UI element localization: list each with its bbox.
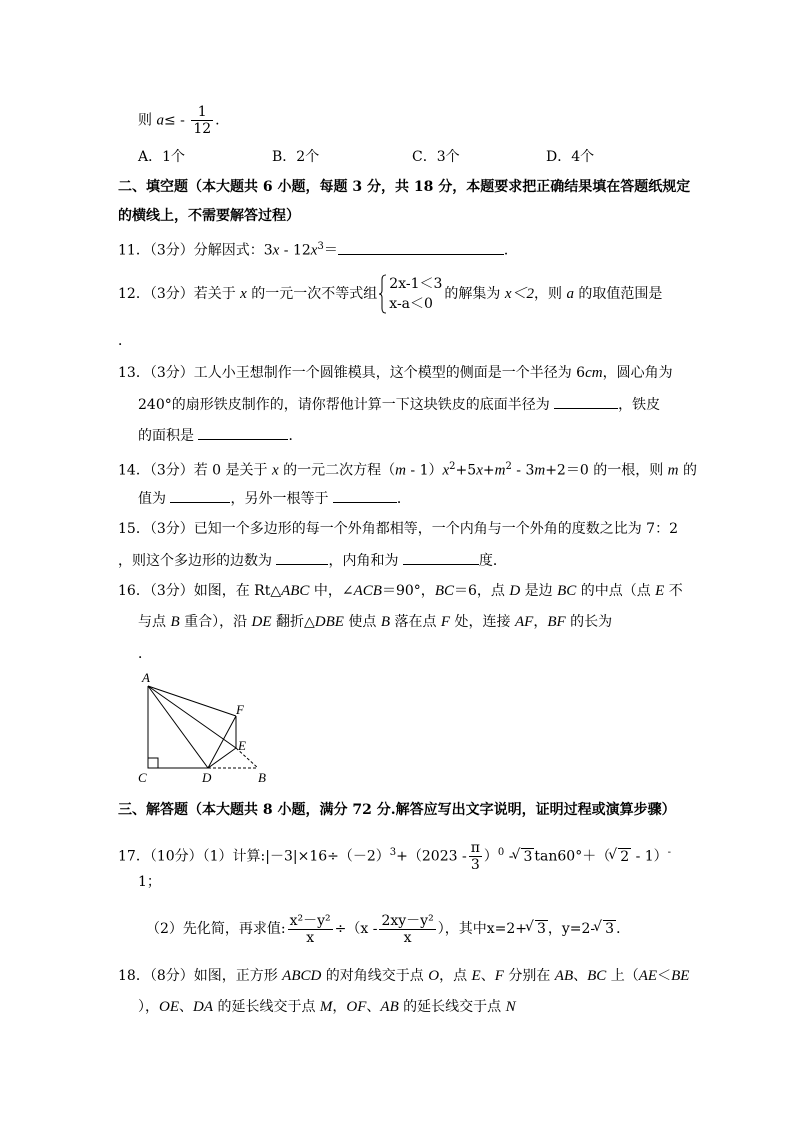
question-18-line1: 18．（8分）如图，正方形 ABCD 的对角线交于点 O，点 E、F 分别在 AB、BC 上（AE＜BE xyxy=(118,968,690,984)
question-17-line2: 1； xyxy=(138,874,161,890)
label-b: B xyxy=(258,770,266,785)
section2-title-cont: 的横线上，不需要解答过程） xyxy=(118,208,300,224)
question-12-end: ． xyxy=(118,333,132,349)
sqrt: √ 3 xyxy=(535,920,548,937)
label-c: C xyxy=(138,770,147,785)
fraction: $\frac{1}{12}$ xyxy=(193,104,212,137)
sqrt: √ 3 xyxy=(603,920,616,937)
question-12: 12．（3分）若关于 x 的一元一次不等式组 2x-1＜3 x-a＜0 的解集为 x＜2，则 a 的取值范围是 xyxy=(118,276,663,312)
segment-df xyxy=(208,716,236,768)
answer-blank[interactable] xyxy=(276,550,328,565)
sqrt: √ 3 xyxy=(521,848,534,865)
fraction-pi-3: $\frac{\pi}{3}$ xyxy=(470,840,480,874)
question-13-line3: 的面积是 ． xyxy=(138,425,302,446)
question-16-end: ． xyxy=(138,646,152,662)
right-angle-mark xyxy=(148,758,158,768)
segment-ae xyxy=(148,686,236,748)
answer-blank[interactable] xyxy=(403,550,479,565)
sqrt: √ 2 xyxy=(618,848,631,865)
question-17-part2: （2）先化简，再求值: $\frac{\text{x²－y²}}{x}$ ÷（x - $\frac{\text{2xy－y²}}{x}$ ），其中x=2+√ 3 ，y=2-√ 3 ． xyxy=(146,910,630,948)
question-16-line2: 与点 B 重合），沿 DE 翻折△DBE 使点 B 落在点 F 处，连接 AF，BF 的长为 xyxy=(138,614,613,630)
q10-option-c: C．3个 xyxy=(412,149,460,165)
label-f: F xyxy=(236,702,244,717)
segment-af xyxy=(148,686,236,716)
question-13-line2: 240°的扇形铁皮制作的，请你帮他计算一下这块铁皮的底面半径为 ，铁皮 xyxy=(138,394,660,415)
label-d: D xyxy=(202,770,212,785)
label-a: A xyxy=(142,670,150,685)
segment-de xyxy=(208,748,236,768)
fraction: $\frac{\text{2xy－y²}}{x}$ xyxy=(381,912,434,946)
answer-blank[interactable] xyxy=(198,425,288,440)
segment-ad xyxy=(148,686,208,768)
question-15-line2: ，则这个多边形的边数为 ，内角和为 度． xyxy=(118,550,507,571)
q10-option-b: B．2个 xyxy=(272,149,320,165)
question-14-line1: 14．（3分）若 0 是关于 x 的一元二次方程$(m - 1)x^2+5x+m^2 - 3m+2=0$ 的一根，则 m 的 xyxy=(118,461,697,479)
question-11: 11．（3分）分解因式：$3x - 12x^3=$ ． xyxy=(118,241,518,259)
q10-conclusion: 则 a≤ - $\frac{1}{12}$ . xyxy=(138,104,220,137)
answer-blank[interactable] xyxy=(338,240,504,255)
answer-blank[interactable] xyxy=(554,394,618,409)
section3-title: 三、解答题（本大题共 8 小题，满分 72 分.解答应写出文字说明，证明过程或演算步骤） xyxy=(118,802,676,818)
question-18-line2: ），OE、DA 的延长线交于点 M，OF、AB 的延长线交于点 N xyxy=(138,999,516,1015)
section2-title: 二、填空题（本大题共 6 小题，每题 3 分，共 18 分，本题要求把正确结果填在答题纸规定 xyxy=(118,179,691,195)
answer-blank[interactable] xyxy=(333,488,397,503)
question-16-line1: 16．（3分）如图，在 Rt△ABC 中，∠ACB＝90°，BC＝6，点 D 是边 BC 的中点（点 E 不 xyxy=(118,583,683,599)
answer-blank[interactable] xyxy=(170,488,230,503)
geometry-figure xyxy=(130,670,280,790)
q10-option-a: A．1个 xyxy=(138,149,186,165)
question-14-line2: 值为 ，另外一根等于 ． xyxy=(138,488,411,509)
question-15-line1: 15．（3分）已知一个多边形的每一个外角都相等，一个内角与一个外角的度数之比为 7：2 xyxy=(118,521,678,537)
q10-option-d: D．4个 xyxy=(546,149,595,165)
fraction: $\frac{\text{x²－y²}}{x}$ xyxy=(289,912,331,946)
question-17-line1: 17．（10分）（1）计算$:|-3|\times 16\div(-2)^3+(2023$ - $\frac{\pi}{3}$ ）$^0$ -√ 3 tan60°＋（√ 2 - 1）- xyxy=(118,834,671,876)
question-13-line1: 13．（3分）工人小王想制作一个圆锥模具，这个模型的侧面是一个半径为 6cm，圆心角为 xyxy=(118,365,673,381)
inequality-system: 2x-1＜3 x-a＜0 xyxy=(379,274,442,314)
label-e: E xyxy=(238,738,246,753)
